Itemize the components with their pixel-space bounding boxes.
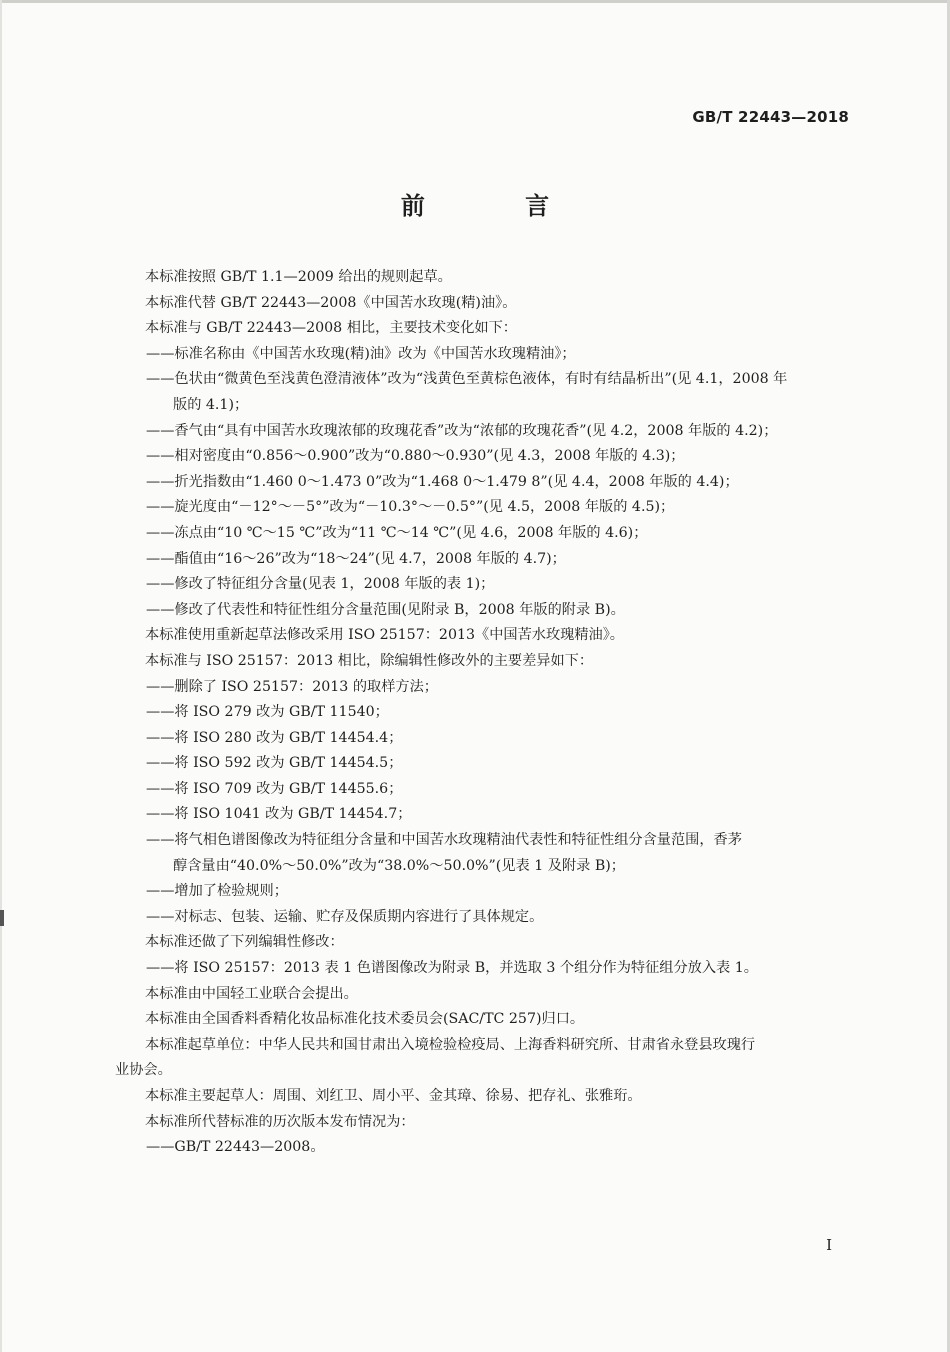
paragraph-line: 本标准起草单位：中华人民共和国甘肃出入境检验检疫局、上海香料研究所、甘肃省永登县玫瑰行 (145, 1036, 756, 1053)
list-item: ——相对密度由“0.856～0.900”改为“0.880～0.930”(见 4.3，2008 年版的 4.3)； (146, 448, 685, 465)
paragraph-line: 本标准与 GB/T 22443—2008 相比，主要技术变化如下： (145, 320, 517, 337)
binding-mark (0, 910, 4, 926)
list-item: ——删除了 ISO 25157：2013 的取样方法； (146, 678, 438, 695)
paragraph-line: 业协会。 (115, 1062, 172, 1079)
paragraph-line: 本标准由全国香料香精化妆品标准化技术委员会(SAC/TC 257)归口。 (145, 1011, 585, 1028)
list-item: ——将 ISO 709 改为 GB/T 14455.6； (146, 780, 403, 797)
list-item: ——增加了检验规则； (146, 883, 288, 900)
list-item: ——将 ISO 279 改为 GB/T 11540； (146, 704, 389, 721)
page-title: 前 言 (400, 192, 596, 220)
list-item: ——修改了代表性和特征性组分含量范围(见附录 B，2008 年版的附录 B)。 (146, 601, 625, 618)
paragraph-line: 本标准代替 GB/T 22443—2008《中国苦水玫瑰(精)油》。 (145, 294, 517, 311)
paragraph-line: 本标准由中国轻工业联合会提出。 (145, 985, 358, 1002)
list-item: ——GB/T 22443—2008。 (146, 1139, 325, 1156)
paragraph-line: 本标准使用重新起草法修改采用 ISO 25157：2013《中国苦水玫瑰精油》。 (145, 627, 624, 644)
foreword-body (115, 265, 851, 1161)
paragraph-line: 醇含量由“40.0%～50.0%”改为“38.0%～50.0%”(见表 1 及附录 B)； (173, 857, 625, 874)
list-item: ——对标志、包装、运输、贮存及保质期内容进行了具体规定。 (146, 908, 544, 925)
paragraph-line: 本标准还做了下列编辑性修改： (145, 934, 344, 951)
paragraph-line: 本标准按照 GB/T 1.1—2009 给出的规则起草。 (145, 269, 452, 285)
paragraph-line: 本标准与 ISO 25157：2013 相比，除编辑性修改外的主要差异如下： (145, 652, 594, 669)
list-item: ——将气相色谱图像改为特征组分含量和中国苦水玫瑰精油代表性和特征性组分含量范围，香茅 (146, 832, 742, 849)
list-item: ——将 ISO 1041 改为 GB/T 14454.7； (146, 806, 412, 823)
list-item: ——将 ISO 280 改为 GB/T 14454.4； (146, 729, 403, 746)
list-item: ——折光指数由“1.460 0～1.473 0”改为“1.468 0～1.479 8”(见 4.4，2008 年版的 4.4)； (146, 473, 739, 490)
paragraph-line: 本标准所代替标准的历次版本发布情况为： (145, 1113, 415, 1130)
list-item: ——将 ISO 592 改为 GB/T 14454.5； (146, 755, 403, 772)
list-item: ——修改了特征组分含量(见表 1，2008 年版的表 1)； (146, 576, 495, 593)
list-item: ——将 ISO 25157：2013 表 1 色谱图像改为附录 B，并选取 3 个组分作为特征组分放入表 1。 (146, 960, 758, 977)
scan-edge-top (0, 0, 950, 3)
list-item: ——色状由“微黄色至浅黄色澄清液体”改为“浅黄色至黄棕色液体，有时有结晶析出”(见 4.1，2008 年 (146, 371, 788, 388)
paragraph-line: 本标准主要起草人：周围、刘红卫、周小平、金其璋、徐易、把存礼、张雅珩。 (145, 1088, 642, 1104)
list-item: ——香气由“具有中国苦水玫瑰浓郁的玫瑰花香”改为“浓郁的玫瑰花香”(见 4.2，2008 年版的 4.2)； (146, 422, 778, 439)
list-item: ——标准名称由《中国苦水玫瑰(精)油》改为《中国苦水玫瑰精油》； (146, 345, 576, 362)
standard-number: GB/T 22443—2018 (692, 108, 849, 126)
list-item: ——酯值由“16～26”改为“18～24”(见 4.7，2008 年版的 4.7)； (146, 550, 566, 567)
list-item: ——旋光度由“－12°～－5°”改为“－10.3°～－0.5°”(见 4.5，2008 年版的 4.5)； (146, 499, 675, 516)
paragraph-line: 版的 4.1)； (173, 396, 249, 413)
list-item: ——冻点由“10 ℃～15 ℃”改为“11 ℃～14 ℃”(见 4.6，2008 年版的 4.6)； (146, 524, 648, 541)
page-number: I (826, 1236, 832, 1254)
